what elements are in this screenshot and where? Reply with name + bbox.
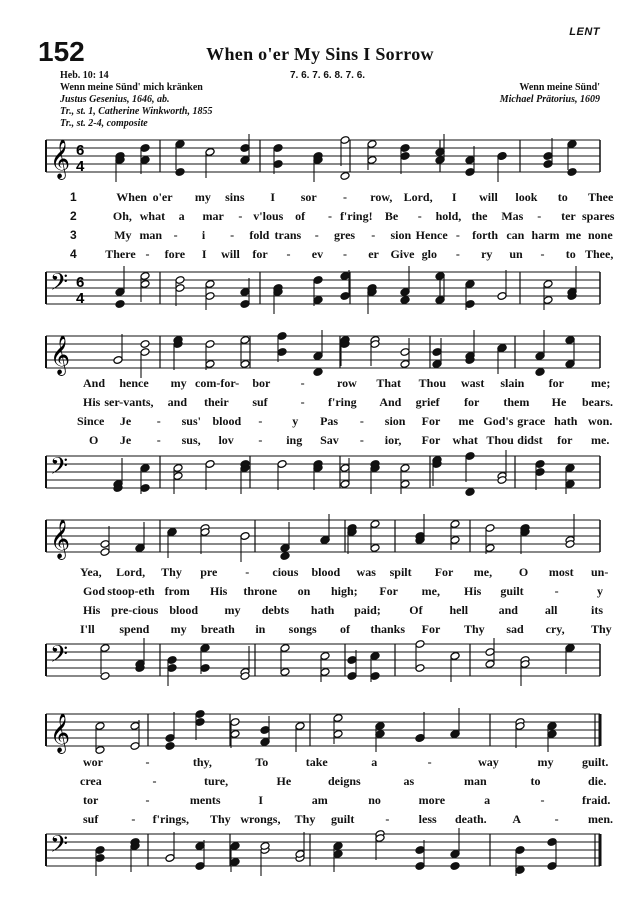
- lyric-syllable: For: [421, 414, 441, 428]
- composer-credit: Michael Prätorius, 1609: [499, 94, 600, 105]
- lyric-syllable: And: [83, 376, 106, 390]
- lyric-syllable: hold,: [435, 209, 462, 223]
- lyric-syllable: man: [139, 228, 163, 242]
- lyric-syllable: -: [537, 209, 542, 223]
- lyric-syllable: un: [509, 247, 523, 261]
- lyric-syllable: glo: [421, 247, 437, 261]
- lyric-syllable: -: [417, 209, 422, 223]
- lyric-syllable: -: [343, 190, 347, 204]
- lyric-line: [0, 228, 640, 245]
- system-2-treble-staff: [0, 332, 640, 375]
- lyric-syllable: cry,: [545, 622, 565, 636]
- note-head: [115, 300, 125, 309]
- translator-credit-2: Tr., st. 2-4, composite: [60, 118, 148, 129]
- lyric-syllable: His: [464, 584, 482, 598]
- lyric-syllable: am: [311, 793, 328, 807]
- bass-clef-icon: 𝄢: [50, 640, 69, 673]
- lyric-syllable: on: [297, 584, 311, 598]
- meter: 7. 6. 7. 6. 8. 7. 6.: [290, 70, 366, 81]
- lyric-syllable: 1: [70, 190, 77, 204]
- lyric-line: [0, 793, 640, 810]
- lyric-syllable: a: [371, 755, 378, 769]
- lyric-syllable: bor: [252, 376, 271, 390]
- lyric-syllable: for: [557, 433, 573, 447]
- system-3-treble-staff: [0, 516, 640, 559]
- lyric-syllable: ing: [286, 433, 303, 447]
- lyric-syllable: A: [512, 812, 521, 826]
- lyric-syllable: sus,: [181, 433, 201, 447]
- lyric-syllable: O: [518, 565, 529, 579]
- lyric-syllable: He: [276, 774, 292, 788]
- lyric-syllable: -: [371, 228, 376, 242]
- lyric-syllable: i: [201, 228, 206, 242]
- lyric-syllable: -: [238, 209, 243, 223]
- system-1-treble-staff: [0, 136, 640, 179]
- treble-clef-icon: 𝄞: [50, 713, 71, 753]
- lyric-syllable: lov: [218, 433, 234, 447]
- bass-clef-icon: 𝄢: [50, 830, 69, 863]
- lyric-syllable: for: [252, 247, 268, 261]
- lyric-syllable: and: [498, 603, 518, 617]
- lyric-syllable: Of: [409, 603, 423, 617]
- lyric-syllable: no: [368, 793, 381, 807]
- lyric-syllable: its: [591, 603, 603, 617]
- lyric-syllable: -: [455, 228, 460, 242]
- lyric-syllable: look: [515, 190, 538, 204]
- system-4-bass-staff: [0, 830, 640, 870]
- lyric-syllable: deigns: [328, 774, 361, 788]
- lyric-syllable: God's: [483, 414, 514, 428]
- lyric-syllable: crea: [80, 774, 102, 788]
- season-label: LENT: [569, 26, 600, 38]
- lyric-syllable: way: [478, 755, 499, 769]
- lyric-syllable: death.: [455, 812, 487, 826]
- lyric-syllable: Yea,: [80, 565, 102, 579]
- lyric-syllable: die.: [588, 774, 607, 788]
- lyric-syllable: There: [105, 247, 136, 261]
- lyric-syllable: sion: [390, 228, 412, 242]
- lyric-syllable: To: [255, 755, 269, 769]
- lyric-line: [0, 812, 640, 829]
- lyric-syllable: God: [83, 584, 106, 598]
- lyric-syllable: His: [83, 395, 101, 409]
- lyric-syllable: stoop-eth: [107, 584, 155, 598]
- lyric-syllable: for: [464, 395, 480, 409]
- lyric-syllable: throne: [243, 584, 278, 598]
- lyric-line: [0, 414, 640, 431]
- lyric-syllable: of: [340, 622, 350, 636]
- lyric-syllable: -: [359, 414, 364, 428]
- bass-clef-icon: 𝄢: [50, 268, 69, 301]
- lyric-syllable: to: [557, 190, 568, 204]
- lyric-syllable: paid;: [354, 603, 381, 617]
- lyric-syllable: as: [403, 774, 415, 788]
- lyric-syllable: Thy: [464, 622, 485, 636]
- treble-clef-icon: 𝄞: [50, 519, 71, 559]
- note-head: [400, 296, 410, 305]
- lyric-syllable: Hence: [415, 228, 448, 242]
- lyric-syllable: spilt: [389, 565, 412, 579]
- treble-clef-icon: 𝄞: [50, 139, 71, 179]
- lyric-syllable: -: [131, 812, 136, 826]
- lyric-syllable: trans: [274, 228, 302, 242]
- lyric-syllable: thanks: [370, 622, 406, 636]
- lyric-syllable: guilt: [331, 812, 355, 826]
- lyric-syllable: men.: [588, 812, 613, 826]
- lyric-syllable: Pas: [320, 414, 339, 428]
- lyric-syllable: er: [368, 247, 379, 261]
- lyric-syllable: Oh,: [112, 209, 132, 223]
- lyric-syllable: pre-cious: [111, 603, 159, 617]
- lyric-line: [0, 565, 640, 582]
- lyric-syllable: For: [421, 622, 441, 636]
- lyric-syllable: v'lous: [253, 209, 284, 223]
- lyric-syllable: When: [116, 190, 147, 204]
- lyric-line: [0, 774, 640, 791]
- lyric-syllable: my: [170, 622, 187, 636]
- lyric-syllable: y: [292, 414, 299, 428]
- lyric-syllable: to: [565, 247, 576, 261]
- note-head: [340, 172, 350, 181]
- lyric-syllable: Be: [384, 209, 399, 223]
- note-head: [280, 552, 290, 561]
- lyric-syllable: Give: [390, 247, 415, 261]
- lyric-syllable: my: [224, 603, 241, 617]
- lyric-syllable: Lord,: [403, 190, 433, 204]
- german-title: Wenn meine Sünd' mich kränken: [60, 82, 203, 93]
- lyric-syllable: grief: [415, 395, 440, 409]
- lyric-syllable: ter: [561, 209, 576, 223]
- note-head: [140, 340, 150, 349]
- lyric-syllable: -: [145, 247, 150, 261]
- lyric-syllable: of: [295, 209, 306, 223]
- lyric-syllable: from: [164, 584, 190, 598]
- lyric-syllable: sion: [384, 414, 406, 428]
- lyric-syllable: sad: [506, 622, 524, 636]
- lyric-syllable: -: [359, 433, 364, 447]
- lyric-syllable: Mas: [501, 209, 524, 223]
- treble-clef-icon: 𝄞: [50, 335, 71, 375]
- lyric-syllable: My: [114, 228, 132, 242]
- lyric-line: [0, 755, 640, 772]
- system-1-bass-staff: [0, 268, 640, 308]
- lyric-syllable: I: [201, 247, 207, 261]
- lyric-syllable: slain: [500, 376, 525, 390]
- system-3-bass-staff: [0, 640, 640, 680]
- lyric-syllable: I: [270, 190, 276, 204]
- lyric-syllable: suf: [252, 395, 268, 409]
- lyric-syllable: what: [452, 433, 478, 447]
- lyric-syllable: -: [455, 247, 460, 261]
- lyric-syllable: -: [156, 433, 161, 447]
- lyric-syllable: For: [434, 565, 454, 579]
- lyric-line: [0, 247, 640, 264]
- lyric-syllable: For: [379, 584, 398, 598]
- lyric-syllable: Thou: [418, 376, 447, 390]
- lyric-syllable: me: [565, 228, 582, 242]
- lyric-syllable: 3: [70, 228, 77, 242]
- lyric-syllable: tor: [83, 793, 99, 807]
- lyric-syllable: He: [551, 395, 567, 409]
- lyric-syllable: their: [204, 395, 229, 409]
- lyric-syllable: most: [548, 565, 574, 579]
- lyric-syllable: Thy: [161, 565, 182, 579]
- lyric-syllable: -: [152, 774, 157, 788]
- time-signature-bottom: 4: [76, 290, 85, 307]
- lyric-syllable: His: [83, 603, 101, 617]
- hymn-title: When o'er My Sins I Sorrow: [206, 44, 434, 64]
- lyric-syllable: for: [548, 376, 564, 390]
- lyric-syllable: ture,: [204, 774, 229, 788]
- lyric-syllable: my: [170, 376, 187, 390]
- lyric-syllable: my: [194, 190, 211, 204]
- system-2-bass-staff: [0, 452, 640, 492]
- lyric-syllable: harm: [531, 228, 560, 242]
- tune-name: Wenn meine Sünd': [519, 82, 600, 93]
- lyric-syllable: -: [314, 228, 319, 242]
- lyric-syllable: -: [230, 228, 235, 242]
- lyric-syllable: a: [484, 793, 491, 807]
- lyric-syllable: Thy: [591, 622, 612, 636]
- lyric-syllable: mar: [202, 209, 224, 223]
- lyric-syllable: Je: [119, 414, 132, 428]
- lyric-syllable: was: [356, 565, 376, 579]
- lyric-syllable: -: [385, 812, 390, 826]
- lyric-syllable: I'll: [80, 622, 95, 636]
- lyric-syllable: sus': [181, 414, 201, 428]
- lyric-syllable: hence: [119, 376, 149, 390]
- lyric-syllable: Thee: [588, 190, 614, 204]
- lyric-syllable: more: [418, 793, 446, 807]
- system-4-treble-staff: [0, 710, 640, 753]
- lyric-syllable: un-: [591, 565, 609, 579]
- lyric-line: [0, 190, 640, 207]
- lyric-syllable: a: [178, 209, 185, 223]
- lyric-syllable: won.: [588, 414, 613, 428]
- lyric-syllable: com-for-: [195, 376, 240, 390]
- lyric-syllable: ments: [189, 793, 221, 807]
- lyric-syllable: me,: [421, 584, 440, 598]
- lyric-syllable: wast: [461, 376, 485, 390]
- lyric-syllable: didst: [517, 433, 543, 447]
- note-head: [165, 742, 175, 751]
- lyric-syllable: -: [554, 812, 559, 826]
- lyric-syllable: -: [145, 793, 150, 807]
- lyric-syllable: all: [544, 603, 558, 617]
- lyric-syllable: grace: [517, 414, 546, 428]
- lyric-syllable: -: [540, 793, 545, 807]
- time-signature-top: 6: [76, 274, 85, 291]
- lyric-syllable: -: [173, 228, 178, 242]
- lyric-syllable: less: [418, 812, 437, 826]
- lyric-syllable: -: [156, 414, 161, 428]
- scripture-ref: Heb. 10: 14: [60, 70, 109, 81]
- lyric-syllable: -: [245, 565, 250, 579]
- lyric-syllable: -: [427, 755, 432, 769]
- lyric-syllable: guilt.: [582, 755, 609, 769]
- lyric-syllable: fore: [164, 247, 186, 261]
- lyric-syllable: 4: [70, 247, 77, 261]
- lyric-syllable: debts: [261, 603, 290, 617]
- lyric-syllable: For: [421, 433, 441, 447]
- lyric-syllable: ry: [481, 247, 493, 261]
- note-head: [465, 488, 475, 497]
- lyric-line: [0, 395, 640, 412]
- lyric-syllable: will: [479, 190, 498, 204]
- lyric-syllable: Thy: [210, 812, 231, 826]
- lyric-syllable: forth: [472, 228, 499, 242]
- lyric-syllable: Thee,: [585, 247, 614, 261]
- lyric-syllable: O: [89, 433, 99, 447]
- lyric-syllable: -: [145, 755, 150, 769]
- lyric-syllable: me,: [473, 565, 493, 579]
- lyric-syllable: sins: [225, 190, 245, 204]
- lyric-syllable: to: [530, 774, 541, 788]
- lyric-syllable: -: [554, 584, 559, 598]
- lyric-line: [0, 622, 640, 639]
- translator-credit-1: Tr., st. 1, Catherine Winkworth, 1855: [60, 106, 213, 117]
- lyric-syllable: y: [597, 584, 603, 598]
- lyric-syllable: take: [305, 755, 328, 769]
- lyric-syllable: o'er: [152, 190, 173, 204]
- lyric-syllable: hath: [554, 414, 578, 428]
- lyric-syllable: -: [300, 395, 305, 409]
- lyric-syllable: hell: [449, 603, 469, 617]
- lyric-syllable: I: [258, 793, 263, 807]
- lyric-syllable: hath: [310, 603, 335, 617]
- lyric-syllable: me;: [591, 376, 611, 390]
- lyric-syllable: I: [451, 190, 457, 204]
- lyric-syllable: 2: [70, 209, 77, 223]
- lyric-syllable: spares: [582, 209, 615, 223]
- lyric-syllable: -: [328, 209, 333, 223]
- lyric-syllable: f'rings,: [152, 812, 189, 826]
- lyric-syllable: -: [286, 247, 291, 261]
- bass-clef-icon: 𝄢: [50, 452, 69, 485]
- lyric-syllable: ev: [311, 247, 324, 261]
- lyric-syllable: blood: [311, 565, 341, 579]
- lyric-syllable: songs: [288, 622, 317, 636]
- lyric-syllable: will: [221, 247, 240, 261]
- lyric-syllable: guilt: [500, 584, 524, 598]
- lyric-syllable: what: [139, 209, 166, 223]
- lyric-syllable: pre: [200, 565, 218, 579]
- lyric-syllable: none: [588, 228, 613, 242]
- lyric-syllable: fraid.: [582, 793, 611, 807]
- lyric-line: [0, 433, 640, 450]
- lyric-syllable: high;: [331, 584, 358, 598]
- lyric-syllable: Thy: [294, 812, 316, 826]
- lyric-syllable: wrongs,: [240, 812, 281, 826]
- lyric-syllable: sor: [300, 190, 317, 204]
- lyric-syllable: wor: [83, 755, 103, 769]
- lyric-syllable: the: [471, 209, 488, 223]
- lyric-syllable: f'ring: [328, 395, 357, 409]
- time-signature-top: 6: [76, 142, 85, 159]
- lyric-syllable: blood: [169, 603, 199, 617]
- lyric-syllable: row,: [370, 190, 393, 204]
- lyric-syllable: ser-vants,: [104, 395, 154, 409]
- lyric-syllable: can: [506, 228, 525, 242]
- lyric-syllable: blood: [212, 414, 242, 428]
- lyric-syllable: And: [379, 395, 402, 409]
- lyric-syllable: breath: [201, 622, 235, 636]
- lyric-syllable: That: [376, 376, 402, 390]
- lyric-syllable: fold: [249, 228, 270, 242]
- lyric-syllable: cious: [272, 565, 299, 579]
- lyric-syllable: me: [458, 414, 474, 428]
- lyric-syllable: -: [343, 247, 347, 261]
- lyric-syllable: ior,: [384, 433, 402, 447]
- lyric-syllable: f'ring!: [339, 209, 373, 223]
- lyric-syllable: Sav: [320, 433, 339, 447]
- lyric-syllable: gres: [334, 228, 356, 242]
- lyric-syllable: Lord,: [116, 565, 146, 579]
- hymn-number: 152: [38, 36, 85, 67]
- lyric-syllable: and: [167, 395, 188, 409]
- lyric-line: [0, 584, 640, 601]
- lyric-syllable: Je: [119, 433, 132, 447]
- lyric-syllable: suf: [83, 812, 99, 826]
- lyric-syllable: -: [258, 414, 263, 428]
- lyric-syllable: in: [255, 622, 266, 636]
- author-credit: Justus Gesenius, 1646, ab.: [60, 94, 170, 105]
- lyric-line: [0, 603, 640, 620]
- lyric-syllable: -: [540, 247, 545, 261]
- lyric-syllable: row: [337, 376, 357, 390]
- lyric-syllable: spend: [119, 622, 150, 636]
- time-signature-bottom: 4: [76, 158, 85, 175]
- lyric-line: [0, 209, 640, 226]
- lyric-syllable: me.: [591, 433, 610, 447]
- lyric-syllable: -: [300, 376, 305, 390]
- lyric-syllable: Thou: [486, 433, 514, 447]
- lyric-syllable: them: [503, 395, 530, 409]
- lyric-syllable: my: [537, 755, 554, 769]
- lyric-syllable: bears.: [582, 395, 613, 409]
- lyric-syllable: His: [210, 584, 228, 598]
- lyric-syllable: -: [258, 433, 263, 447]
- lyric-line: [0, 376, 640, 393]
- lyric-syllable: man: [464, 774, 487, 788]
- lyric-syllable: Since: [77, 414, 105, 428]
- lyric-syllable: thy,: [192, 755, 212, 769]
- note-head: [450, 862, 460, 871]
